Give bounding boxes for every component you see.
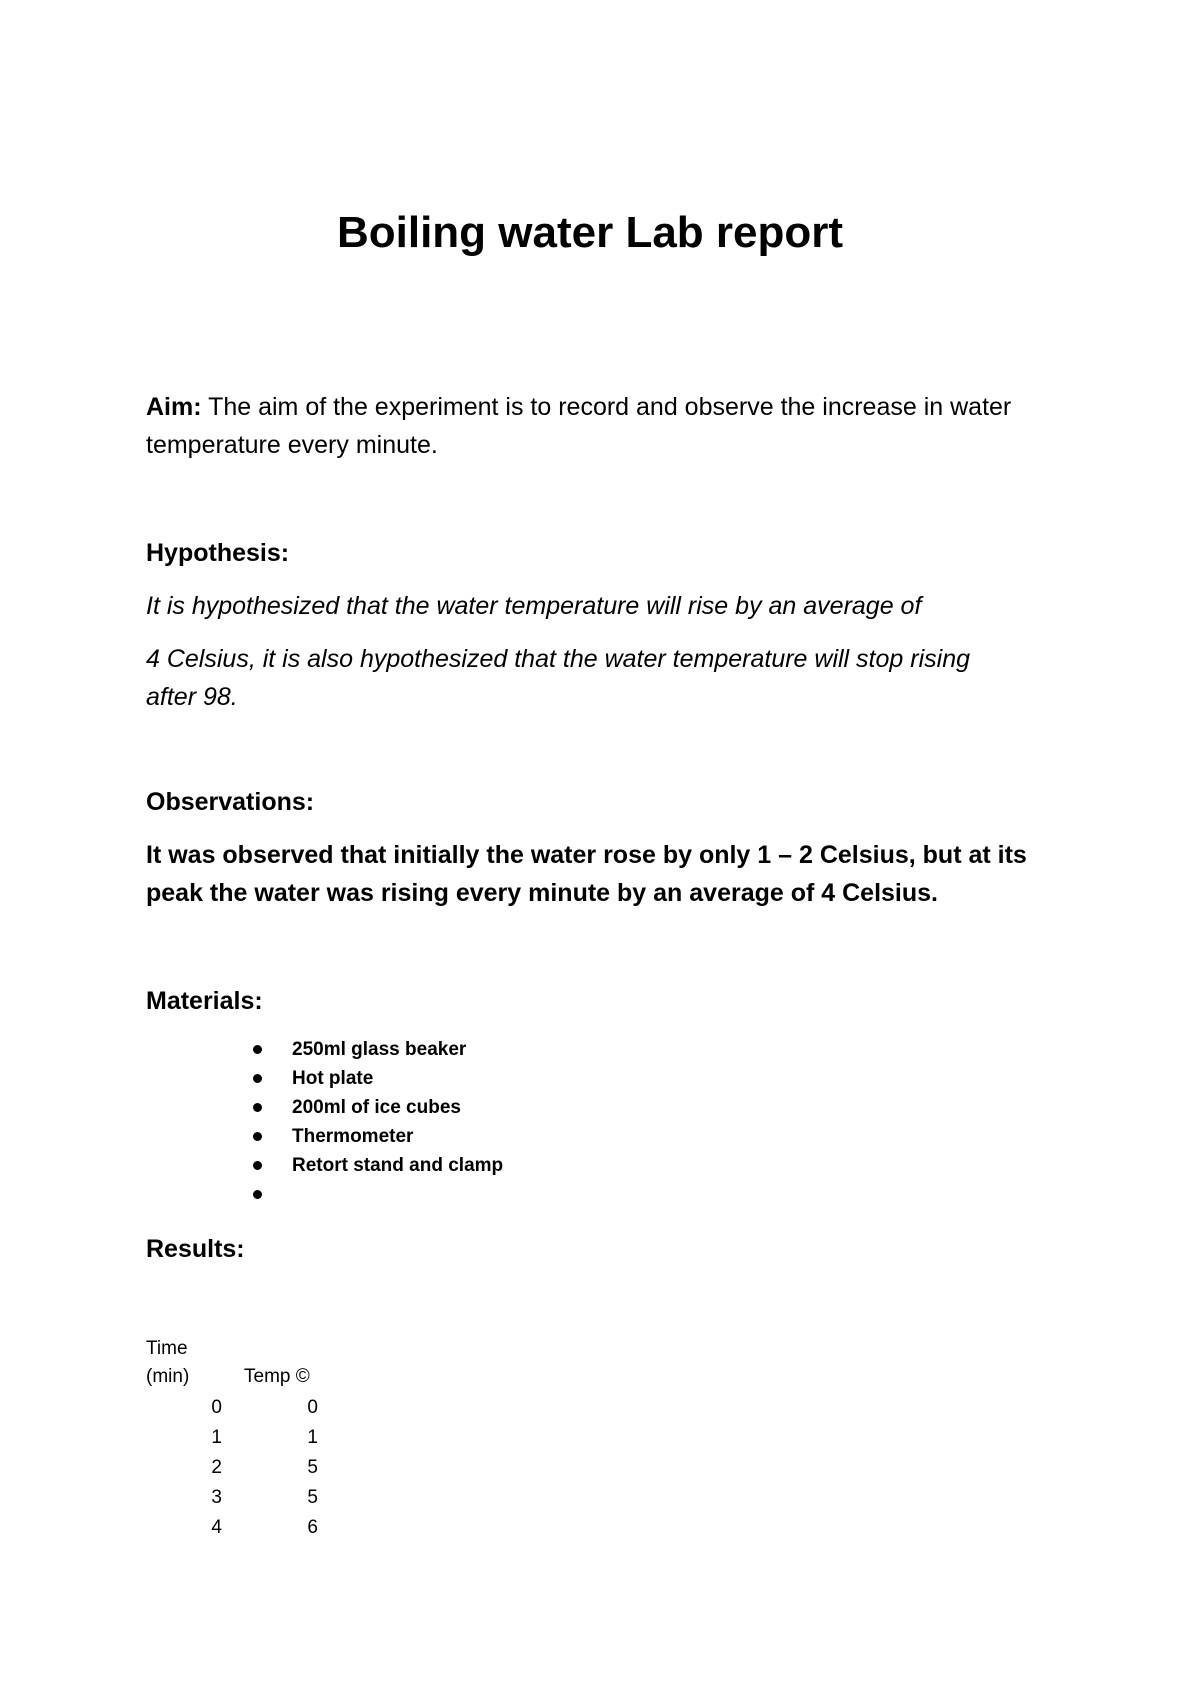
observations-text [146, 836, 1076, 912]
aim-text-2: temperature every minute. [146, 431, 438, 459]
aim-label: Aim: [146, 393, 202, 421]
time-cell: 2 [211, 1457, 222, 1478]
bullet-icon [253, 1103, 262, 1112]
temp-cell: 5 [307, 1487, 318, 1508]
materials-heading: Materials: [146, 987, 263, 1015]
material-label: 250ml glass beaker [292, 1039, 467, 1060]
time-header-line-2: (min) [146, 1366, 190, 1387]
temp-cell: 6 [307, 1517, 318, 1538]
time-column-header [146, 1335, 189, 1391]
list-item [250, 1064, 503, 1093]
material-label: Retort stand and clamp [292, 1155, 504, 1176]
document-title: Boiling water Lab report [336, 208, 844, 257]
time-header-line-1: Time [146, 1338, 188, 1359]
hypothesis-text-3-line: after 98. [146, 683, 238, 711]
time-cell: 4 [211, 1517, 222, 1538]
bullet-icon [253, 1045, 262, 1054]
temp-cell: 5 [307, 1457, 318, 1478]
material-label: 200ml of ice cubes [292, 1097, 461, 1118]
aim-line-1 [146, 388, 1076, 426]
observations-text-2: peak the water was rising every minute by an average of 4 Celsius. [146, 879, 938, 907]
results-heading: Results: [146, 1235, 245, 1263]
materials-list [250, 1035, 503, 1209]
hypothesis-text-1: It is hypothesized that the water temperature will rise by an average of [146, 592, 922, 620]
hypothesis-text-2 [146, 640, 1076, 716]
observations-text-1: It was observed that initially the water rose by only 1 – 2 Celsius, but at its [146, 841, 1027, 869]
temp-column-header: Temp © [244, 1366, 310, 1387]
aim-text-1: The aim of the experiment is to record and observe the increase in water [208, 393, 1012, 421]
observations-heading: Observations: [146, 788, 315, 816]
bullet-icon [253, 1074, 262, 1083]
material-label: Thermometer [292, 1126, 414, 1147]
list-item [250, 1151, 503, 1180]
table-row [146, 1423, 346, 1453]
table-row [146, 1393, 346, 1423]
list-item [250, 1093, 503, 1122]
list-item [250, 1180, 503, 1209]
bullet-icon [253, 1190, 262, 1199]
time-cell: 0 [211, 1397, 222, 1418]
bullet-icon [253, 1161, 262, 1170]
temp-cell: 1 [307, 1427, 318, 1448]
material-label: Hot plate [292, 1068, 374, 1089]
time-cell: 3 [211, 1487, 222, 1508]
time-cell: 1 [211, 1427, 222, 1448]
table-row [146, 1483, 346, 1513]
aim-section [146, 388, 1076, 464]
list-item [250, 1035, 503, 1064]
list-item [250, 1122, 503, 1151]
table-row [146, 1453, 346, 1483]
table-row [146, 1513, 346, 1543]
bullet-icon [253, 1132, 262, 1141]
hypothesis-heading: Hypothesis: [146, 539, 290, 567]
hypothesis-text-2-line: 4 Celsius, it is also hypothesized that the water temperature will stop rising [146, 645, 970, 673]
temp-cell: 0 [307, 1397, 318, 1418]
